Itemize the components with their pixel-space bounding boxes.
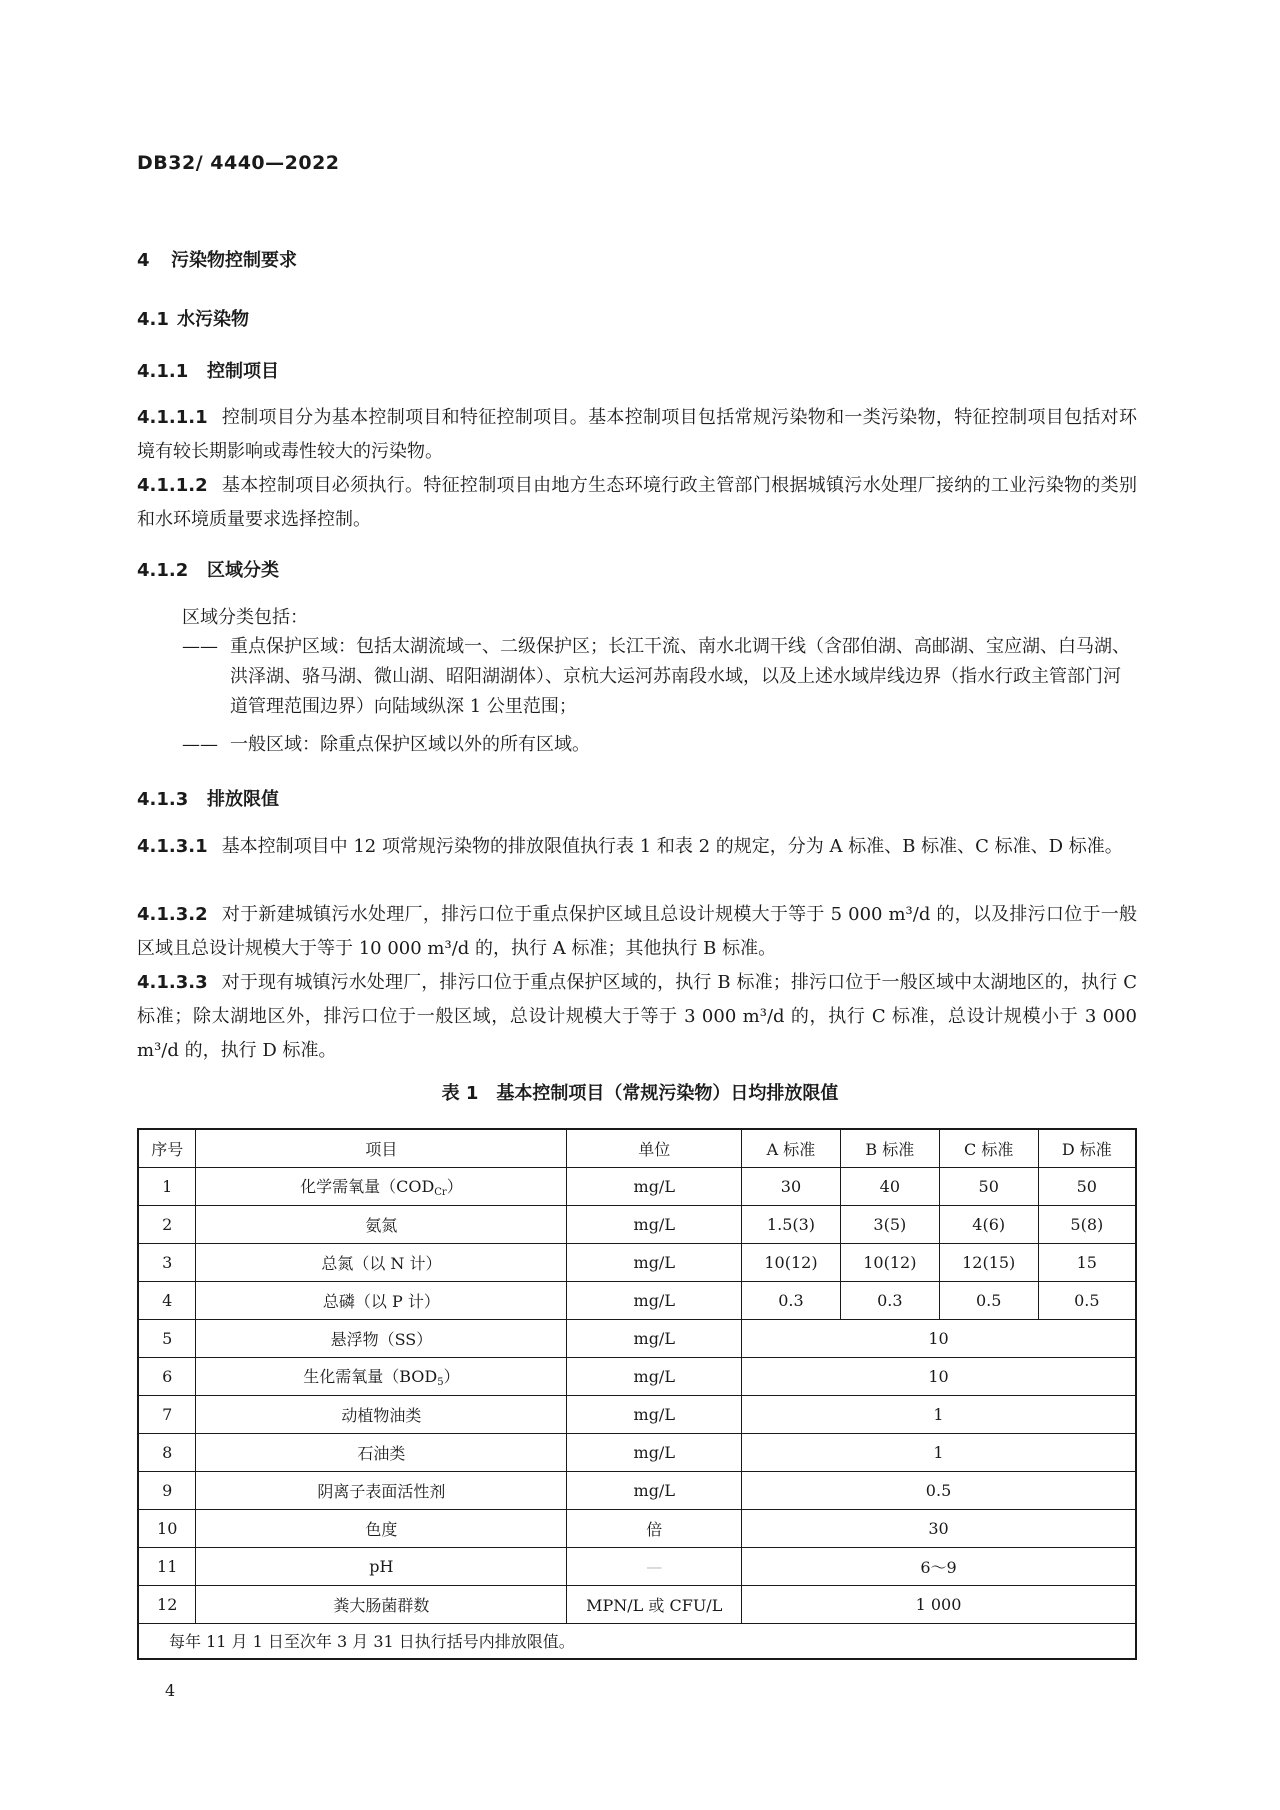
clause-text: 基本控制项目必须执行。特征控制项目由地方生态环境行政主管部门根据城镇污水处理厂接纳的工业污染物的类别和水环境质量要求选择控制。 <box>137 475 1137 530</box>
paragraph-4-1-3-1 <box>137 830 1137 864</box>
table-row <box>138 1357 1136 1395</box>
cell-unit: — <box>567 1547 742 1585</box>
section-number: 4.1.2 <box>137 560 189 581</box>
cell-item: pH <box>196 1547 567 1585</box>
region-item-general <box>182 730 1137 760</box>
section-4-1-1-heading <box>137 357 279 383</box>
cell-seq: 2 <box>138 1205 196 1243</box>
cell-all-standards: 0.5 <box>742 1471 1136 1509</box>
paragraph-4-1-3-2 <box>137 898 1137 966</box>
cell-seq: 6 <box>138 1357 196 1395</box>
section-title: 区域分类 <box>207 560 279 581</box>
cell-item: 总氮（以 N 计） <box>196 1243 567 1281</box>
cell-a: 0.3 <box>742 1281 841 1319</box>
cell-unit: mg/L <box>567 1319 742 1357</box>
cell-all-standards: 10 <box>742 1357 1136 1395</box>
cell-c: 4(6) <box>939 1205 1038 1243</box>
cell-unit: mg/L <box>567 1205 742 1243</box>
cell-item: 氨氮 <box>196 1205 567 1243</box>
cell-d: 0.5 <box>1038 1281 1136 1319</box>
col-header-unit: 单位 <box>567 1129 742 1167</box>
clause-number: 4.1.3.3 <box>137 972 208 993</box>
cell-item: 粪大肠菌群数 <box>196 1585 567 1623</box>
section-number: 4.1.1 <box>137 361 189 382</box>
cell-all-standards: 1 000 <box>742 1585 1136 1623</box>
cell-seq: 10 <box>138 1509 196 1547</box>
cell-seq: 12 <box>138 1585 196 1623</box>
paragraph-4-1-1-1 <box>137 401 1137 469</box>
cell-all-standards: 10 <box>742 1319 1136 1357</box>
cell-d: 15 <box>1038 1243 1136 1281</box>
clause-number: 4.1.1.2 <box>137 475 208 496</box>
section-4-1-3-heading <box>137 785 279 811</box>
col-header-d: D 标准 <box>1038 1129 1136 1167</box>
cell-c: 0.5 <box>939 1281 1038 1319</box>
table-row <box>138 1319 1136 1357</box>
cell-item: 总磷（以 P 计） <box>196 1281 567 1319</box>
cell-all-standards: 30 <box>742 1509 1136 1547</box>
cell-item: 悬浮物（SS） <box>196 1319 567 1357</box>
cell-c: 12(15) <box>939 1243 1038 1281</box>
clause-number: 4.1.3.1 <box>137 836 208 857</box>
cell-d: 5(8) <box>1038 1205 1136 1243</box>
standard-code: DB32/ 4440—2022 <box>137 152 340 174</box>
cell-seq: 1 <box>138 1167 196 1205</box>
cell-item: 阴离子表面活性剂 <box>196 1471 567 1509</box>
cell-item: 化学需氧量$(COD_{Cr})$ <box>196 1167 567 1205</box>
section-number: 4.1 <box>137 309 169 330</box>
cell-item: 石油类 <box>196 1433 567 1471</box>
dash-marker: —— <box>182 636 218 657</box>
paragraph-4-1-3-3 <box>137 966 1137 1068</box>
cell-item: 生化需氧量$(BOD_5)$ <box>196 1357 567 1395</box>
paragraph-4-1-1-2 <box>137 469 1137 537</box>
col-header-item: 项目 <box>196 1129 567 1167</box>
cell-unit: mg/L <box>567 1281 742 1319</box>
cell-b: 10(12) <box>840 1243 939 1281</box>
col-header-b: B 标准 <box>840 1129 939 1167</box>
cell-seq: 9 <box>138 1471 196 1509</box>
cell-all-standards: 1 <box>742 1395 1136 1433</box>
cell-seq: 5 <box>138 1319 196 1357</box>
cell-unit: mg/L <box>567 1243 742 1281</box>
table-row <box>138 1433 1136 1471</box>
clause-text: 控制项目分为基本控制项目和特征控制项目。基本控制项目包括常规污染物和一类污染物，特征控制项目包括对环境有较长期影响或毒性较大的污染物。 <box>137 407 1137 462</box>
col-header-a: A 标准 <box>742 1129 841 1167</box>
table-note: 每年 11 月 1 日至次年 3 月 31 日执行括号内排放限值。 <box>138 1623 1136 1659</box>
clause-text: 对于新建城镇污水处理厂，排污口位于重点保护区域且总设计规模大于等于 5 000 m³/d 的，以及排污口位于一般区域且总设计规模大于等于 10 000 m³/d 的，执行 A 标准；其他执行 B 标准。 <box>137 904 1137 959</box>
cell-all-standards: 6～9 <box>742 1547 1136 1585</box>
cell-unit: mg/L <box>567 1167 742 1205</box>
cell-unit: mg/L <box>567 1395 742 1433</box>
table-row <box>138 1167 1136 1205</box>
table-row <box>138 1281 1136 1319</box>
cell-item: 动植物油类 <box>196 1395 567 1433</box>
cell-b: 3(5) <box>840 1205 939 1243</box>
clause-text: 基本控制项目中 12 项常规污染物的排放限值执行表 1 和表 2 的规定，分为 A 标准、B 标准、C 标准、D 标准。 <box>221 836 1123 857</box>
cell-all-standards: 1 <box>742 1433 1136 1471</box>
cell-c: 50 <box>939 1167 1038 1205</box>
cell-unit: MPN/L 或 CFU/L <box>567 1585 742 1623</box>
section-title: 控制项目 <box>207 361 279 382</box>
clause-number: 4.1.1.1 <box>137 407 208 428</box>
table-note-row <box>138 1623 1136 1659</box>
table-row <box>138 1471 1136 1509</box>
region-intro: 区域分类包括： <box>182 607 308 628</box>
cell-d: 50 <box>1038 1167 1136 1205</box>
table-1-limits <box>137 1128 1137 1660</box>
region-item-text: 一般区域：除重点保护区域以外的所有区域。 <box>230 734 590 755</box>
cell-a: 1.5(3) <box>742 1205 841 1243</box>
col-header-c: C 标准 <box>939 1129 1038 1167</box>
clause-text: 对于现有城镇污水处理厂，排污口位于重点保护区域的，执行 B 标准；排污口位于一般区域中太湖地区的，执行 C 标准；除太湖地区外，排污口位于一般区域，总设计规模大于等于 3 000 m³/d 的，执行 C 标准，总设计规模小于 3 000 m³/d 的，执行 D 标准。 <box>137 972 1137 1061</box>
section-4-1-2-heading <box>137 556 279 582</box>
section-number: 4 <box>137 250 150 271</box>
cell-b: 0.3 <box>840 1281 939 1319</box>
cell-seq: 4 <box>138 1281 196 1319</box>
clause-number: 4.1.3.2 <box>137 904 208 925</box>
region-item-key <box>182 632 1137 722</box>
cell-unit: mg/L <box>567 1471 742 1509</box>
section-4-heading <box>137 246 297 272</box>
cell-a: 30 <box>742 1167 841 1205</box>
table-row <box>138 1205 1136 1243</box>
cell-unit: mg/L <box>567 1357 742 1395</box>
page-number: 4 <box>165 1681 176 1700</box>
cell-seq: 8 <box>138 1433 196 1471</box>
section-title: 污染物控制要求 <box>171 250 297 271</box>
section-title: 排放限值 <box>207 789 279 810</box>
section-4-1-heading <box>137 305 249 331</box>
cell-seq: 11 <box>138 1547 196 1585</box>
section-number: 4.1.3 <box>137 789 189 810</box>
cell-item: 色度 <box>196 1509 567 1547</box>
table-header-row <box>138 1129 1136 1167</box>
section-title: 水污染物 <box>177 309 249 330</box>
cell-seq: 7 <box>138 1395 196 1433</box>
cell-unit: 倍 <box>567 1509 742 1547</box>
table-1-title: 表 1 基本控制项目（常规污染物）日均排放限值 <box>441 1083 839 1104</box>
dash-marker: —— <box>182 734 218 755</box>
table-row <box>138 1395 1136 1433</box>
table-row <box>138 1585 1136 1623</box>
table-row <box>138 1509 1136 1547</box>
table-row <box>138 1547 1136 1585</box>
col-header-seq: 序号 <box>138 1129 196 1167</box>
cell-seq: 3 <box>138 1243 196 1281</box>
cell-unit: mg/L <box>567 1433 742 1471</box>
cell-b: 40 <box>840 1167 939 1205</box>
table-row <box>138 1243 1136 1281</box>
cell-a: 10(12) <box>742 1243 841 1281</box>
region-item-text: 重点保护区域：包括太湖流域一、二级保护区；长江干流、南水北调干线（含邵伯湖、高邮湖、宝应湖、白马湖、洪泽湖、骆马湖、微山湖、昭阳湖湖体）、京杭大运河苏南段水域，以及上述水域岸线边界（指水行政主管部门河道管理范围边界）向陆域纵深 1 公里范围； <box>230 636 1130 717</box>
